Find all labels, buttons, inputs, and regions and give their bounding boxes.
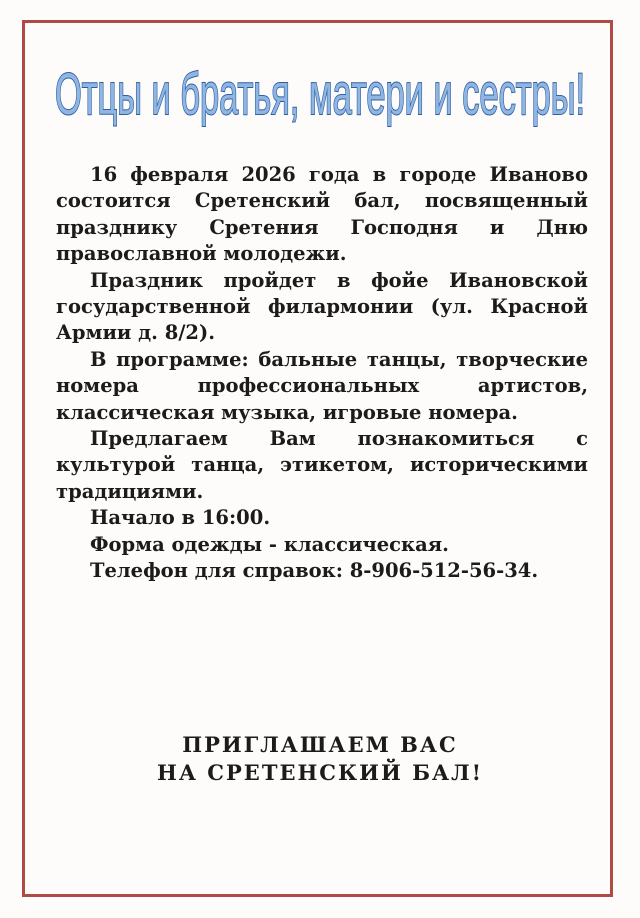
announcement-body xyxy=(56,162,588,585)
invitation-line-1: ПРИГЛАШАЕМ ВАС xyxy=(182,732,458,757)
paragraph-venue: Праздник пройдет в фойе Ивановской государственной филармонии (ул. Красной Армии д. 8/2). xyxy=(56,268,588,345)
phone-info: Телефон для справок: 8-906-512-56-34. xyxy=(90,559,539,583)
invitation xyxy=(40,731,600,787)
paragraph-program: В программе: бальные танцы, творческие номера профессиональных артистов, классическая музыка, игровые номера. xyxy=(56,347,588,424)
headline-text: Отцы и братья, матери и сестры! xyxy=(55,62,585,127)
dress-code: Форма одежды - классическая. xyxy=(90,532,449,556)
paragraph-date: 16 февраля 2026 года в городе Иваново состоится Сретенский бал, посвященный празднику Сретения Господня и Дню православной молодежи. xyxy=(56,163,588,266)
paragraph-invite: Предлагаем Вам познакомиться с культурой танца, этикетом, историческими традициями. xyxy=(56,427,588,503)
invitation-line-2: НА СРЕТЕНСКИЙ БАЛ! xyxy=(157,760,483,785)
headline-svg xyxy=(40,48,600,138)
headline xyxy=(40,48,600,138)
start-time: Начало в 16:00. xyxy=(90,506,271,530)
